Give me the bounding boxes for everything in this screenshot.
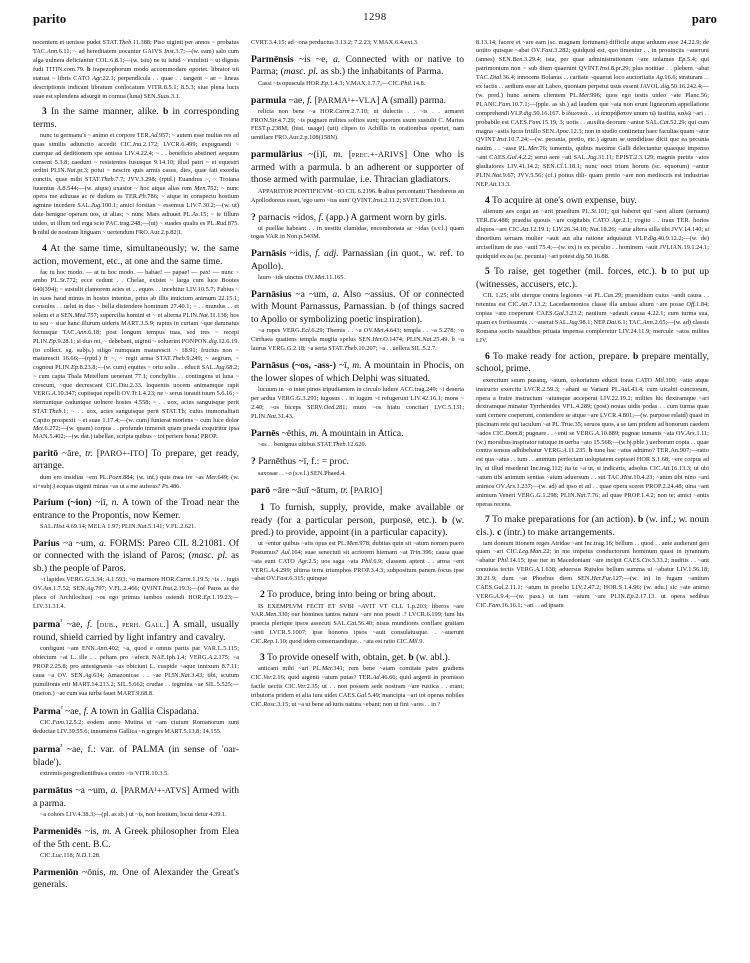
sense-heading-4: 4 To acquire at one's own expense, buy. xyxy=(485,194,637,206)
citation-block: ~a rupes VERG.Ecl.6.29; Themis . . ~a OV.Met.4.643; templa . . ~a 5.278; ~o Cirrhaea quatiens templa mugita spelus SEN.Her.O.1474; PLIN.Nat.25.49. b ~a laurus VERG.G.2.18; ~a serta STAT.Theb.10.207; ~a . . uellera SIL.5.2.7. xyxy=(251,327,464,353)
sense-heading-1: 1 To furnish, supply, provide, make available or ready (for a particular person, purpose, etc.). b (w. pred.) to provide, appoint (in a particular capacity). xyxy=(251,502,464,538)
headword-line: parmātus ~a ~um, a. [PARMA¹+-ATVS] Armed with a parma. xyxy=(33,785,239,809)
headword-line: Parmēnsis ~is ~e, a. Connected with or native to Parma; (masc. pl. as sb.) the inhabitants of Parma. xyxy=(251,53,464,78)
entry-parmenion xyxy=(33,867,239,892)
headword-line: parma$^{^3}$ ~ae, f.: var. of PALMA (in sense of 'oar-blade'). xyxy=(33,743,239,768)
entry-parmularius xyxy=(251,149,464,205)
citation-block: 8.13.14; facere et ~are eam (sc. magnam fortunam) difficile atque arduum esse 24.22.9; de uotito quisque ~abat OV.Fast.3.282; quidquid est, quo timentur . . in prouinciis ~auerunt (annes) SEN.Ben.3.29.4; ista, per quae administrationem ~are uolamus Ep.5.4; qui patrimonium non ~ sub diem quaerunt QVINT.Inst.8.pr.29; plus notitiae . . plebem ~abat TAC.Dial.36.4; innocens Bolanus . . caritate ~quaerat loco auctoritatis Ag.16.6; straturam . . ex factis . . aedium esse ait Labeo, quoniam perpetui usus essent JAVOL.dig.50.16.242.4;—(w. pred.) hunc senem clientem PL.Mer.996; quos ego testis uideo ~ate Planc.56; PLANC.Fam.10.7.1;—(pple. as sb.) ad laudem que ~ata non erunt ligneorum appellatione comprehendi VLP.dig.50.16.167. b ἰδιωτικὰ . . εἰ ἁπαράβατον unum τῷ iustitia, καλῷ ~ari . . probabile est CAES.Fam.15.19, 3; uotis . . auxilia deorum ~antur SAL.Cat.52.29; qui cum magna ~astis lucra fritillo SEN.Apoc.12.3; non in studio continetur haec faculias quam ~atur QVINT.Inst.10.7.24;—(w. pecunia, pretio, etc.) agrum se uendidisse dicit que ea pecunia nauim . . ~asse PL.Mer.76; iumentis, quibus maxime Galli delectantur quaeque impenso ~ant CAES.Gal.4.2.2; serui aere ~ati SAL.Jug.31.11; EPIST.2.3.129; magnis pretiis ~atos gladiatores LIV.41.14.2; SEN.Cl.1.18.1; nunc ooci trium horum (sc. equorum) ~antur PLIN.Nat.9.67; JVV.5.56; (cf.) potius dili- quam pretio ~are non mediocris est industriae NEP.Att.13.3. xyxy=(476,39,710,189)
citation-block: nocentem et uenisse pudet STAT.Theb.11.388; Piso uiginti per annos ~ probatus TAC.Ann.6.11; ~ ad hereditatem uocantur GAIVS Inst.3.7;—(w. eam) salo cum alga uulnera deficiantur COL.6.8.1;—(w. istu) ne tu istud ~ extulisti ~ ut dignus fudi TITIN.com.79. b trapezophorum modo accommodare oportet. librator uti statuat ~ libris CATO Agr.22.1; perpendicula . . quae . . tangent ~ ae ~ lineas descriptionis indicant libratum conlocatum VITR.8.5.1; 8.5.3; siue plena lucis suae est splendens adsurgit in cornua (luna) SEN.Suas.3.1. xyxy=(33,39,239,100)
sense-group-7 xyxy=(476,514,709,611)
sense-heading-2: 2 To produce, bring into being or bring about. xyxy=(260,589,436,601)
entry-parnacis xyxy=(251,212,464,243)
column-1 xyxy=(33,38,239,953)
sense-heading-3: 3 To provide oneself with, obtain, get. b (w. abl.). xyxy=(260,651,451,663)
headword-line: ? parnacis ~idos, f. (app.) A garment worn by girls. xyxy=(251,211,447,223)
sense-group-5 xyxy=(476,266,709,345)
entry-paro xyxy=(251,485,464,710)
headword-line: parmulārius ~(i)ī, m. [prec.+-ARIVS] One who is armed with a parmula. b an adherent or supporter of those armed with parmulae, i.e. Thracian gladiators. xyxy=(251,149,465,186)
headword-line: Parium (~ion) ~iī, n. A town of the Troad near the entrance to the Propontis, now Kemer. xyxy=(33,497,239,521)
citation-block: IS EXEMPLVM FECIT ET SVBI ~AVIT VT CLL 1.p.203; liberos ~are VAR.Men.330; our homines tantos natura ~are non possit .? LVCR.6.199; tum his praecia plerique ipsos assecuti SAL.Cat.56.40; nisus mundiores conflare gratiam ~anti LVCR.5.1007; ipse honores ipsos ~auit consulatusque. . ~auerunt CIC.Rep.1.10; quod idem conseruandique. . ~ata est ratio CIC.Mil.9. xyxy=(251,602,465,645)
entry-parnes xyxy=(251,428,464,450)
entry-parmula xyxy=(251,95,464,143)
running-head xyxy=(33,12,717,30)
column-container xyxy=(33,38,717,953)
headword-line: Parmeniōn ~ōnis, m. One of Alexander the Great's generals. xyxy=(33,866,239,891)
entry-parma-3 xyxy=(33,743,239,779)
running-head-left: parito xyxy=(33,12,67,26)
citation-block: CIL 1.25; sibi uterque contra legiones ~at PL.Cas.29; praesidium cuius ~andi causa . . retentus est CIC.Att.7.13.2; Lacedaemonios classe illa amissa alium ~are posse Off.1.84; copias ~are coeperunt CAES.Gal.3.23.2; nauiium ~adauit causa 4.22.1; cum turma sua, quam ex fortissumis . . ~auerat SAL.Jug.98.1; NEP.Dat.6.1; TAC.Ann.2.65;—(w. ad) classis Romana sociis naualibus priuata impensa compleretur LIV.24.11.9; mercule ~atos milites LIV. xyxy=(476,292,710,344)
citation-block: relicta non bene ~a HOR.Carm.2.7.10; ut dulectis . . ~is . . armaret FRON.Str.4.7.29; ~is pugnare milites solitos sunt; quorum usum sustulit C. Marius FEST.p.238M; (hist. usage) (uti) clipeo to Achillis in orationibus oportet, nam uentilare FRO.Aur.2.p.108(158N). xyxy=(251,108,464,142)
citation-block: ~a cohors LIV.4.38.3;—(pl. as sb.) ut ~is, non hostium, locus detur 4.39.1. xyxy=(40,811,227,819)
citation-block: Cassi ~is opuscula HOR.Ep.1.4.3; V.MAX.1.7.7;—CIC.Phil.14.8. xyxy=(258,79,426,87)
running-head-right: paro xyxy=(691,12,717,26)
citation-block: APPARITOR PONTIFICVM ~IO CIL 6.2196. b alius percontanti Theodoreus an Apollodoreus esset, 'ego uero ~ius sum' QVINT.Inst.2.11.2; SVET.Dom.10.1. xyxy=(251,187,464,204)
citation-block: alienum aes cogat an ~arit praedium PL.St.101; qui haberet qui ~aret alium (seruum) TER.Eu.488; praedia quouis ~are cogitabis CATO Agr.2.1; cogito . . iraus TER. hortos aliquos ~are CIC.Att.12.19.1; LIV.26.34.10; Nat.18.26; ~atur altera uilla tibi JVV.14.140; si dinortium seruam mulier ~auit aut alia ratione adquisiuit VLP.dig.40.9.12.2;—(w. de) arcisellium de suo ~auit 75.4;—(w. ex) is ex peculio . . hominem ~auit JVLIAN.19.1.24.1; quidquid ex ea (sc. pecunia) ~ari potest dig.50.16.88. xyxy=(476,208,710,261)
sense-heading-7: 7 To make preparations for (an action). b (w. inf.; w. noun cls.). c (intr.) to make arrangements. xyxy=(476,514,710,538)
headword-line: Parnāsius ~a ~um, a. Also ~assius. Of or connected with Mount Parnassus, Parnassian. b (of things sacred to Apollo or symbolizing poetic inspiration). xyxy=(251,288,464,325)
entry-parmatus xyxy=(33,785,239,820)
entry-parito xyxy=(33,448,239,491)
entry-parma-1 xyxy=(33,618,239,699)
folio-number: 1298 xyxy=(363,12,387,23)
headword-line: parma$^{^1}$ ~ae, f. [dub., perh. Gall.] A small, usually round, shield carried by light infantry and cavalry. xyxy=(33,618,240,643)
headword-line: parmula ~ae, f. [PARMA¹+-VLA] A (small) parma. xyxy=(251,94,447,106)
citation-block: configunt ~am ENN.Ann.402; ~a, quod e omnis partis par VAR.L.5.115; obiectum ~ai L. ille . . peltam pro ~afecit NAE.Iph.1.4; VERG.A.2.175; ~a PROP.2.25.8; pro antesignanis ~as obiciunt L. cuspide ~aque innixum 8.7.11; caua ~a OV. SEN.Ag.634; Amazonicae . . ~ae PLIN.Nat.3.43; tibi, scutum pumilionis erit MART.14.213.2; SIL.5.662; crudae . . tegmina ~ae SIL.5.525;—(meton.) ~ae cum sua turba fauet MART.9.68.8. xyxy=(33,645,240,697)
citation-block: exercitum suum pusanq, ~atum, cohortatum educit foras CATO Mil.100; ~atio atque instructo exercitu LVCR.2.59.3; ~abant se Variani PL.Aul.43.4; cum uicabit cunctorum, opera a fratre instructum ~atumque acceperat LIV.22.19.2; milites hic dextramque ~ari dextramque minatur Tyrrhenides VFL.4.289; (post) nouas uidis podas . . cum turma quae suni cernere coeperunt, contendere se atque ~are LVCR.4.801;—(w. purpose relatd) quasi in piscinam rete qui iaculum ~at PL.True.35; seruos quos, a se iam pridem ad honorum caedem ~ados CIC.Dom.8; pugnare . . ~enti se VERG.A.10.889; pugnae inmanis ~ata OV.Ars.1.11; (w.) morsibus inspirator ratuque in uerba ~ato 15.568;—(w.bj.pble.) uerborum copia . . quae contra sensus adhibebatur VERG.A.11.235. b tune hac ~atus adnimo? TER.An.907;—ratio est qua ~atus . . tum . . animum perfectam uoluptatem cepisset HOR.S.1.68; ~ere corpus ad in, ut illud resederat Inc.trag.112; ita te ~a ut, si indicaris, adsolus CIC.Att.16.13.3; ut ubi ~atum tibi animum sentias ~atum aduersum . . sui TAC.Hist.10.4.23; ~atum tibi nino ~ani animos OV.Ars.1.237;—(w. ad) ad ipso et ad . . quae opera sceret PROP.2.24.48; uina ~ant animum Veneri VERG.G.1.298; PLIN.Nat.7.76; ad quae PROP.1.4.2; non te; amici ~antis operas recens. xyxy=(476,376,710,508)
sense-heading-4: 4 At the same time, simultaneously; w. the same action, movement, etc., at one and the same time. xyxy=(33,243,239,267)
sense-group-4 xyxy=(476,195,709,261)
entry-parmenides xyxy=(33,826,239,861)
entry-parnasius xyxy=(251,289,464,354)
headword-line: parō ~āre ~āuī ~ātum, tr. [PARIO] xyxy=(251,484,383,496)
headword-line: Parmenidēs ~is, m. A Greek philosopher from Elea of the 5th cent. B.C. xyxy=(33,826,239,850)
citation-block: CIC.Fam.12.5.2; eodem anno Mutina et ~am ciuium Romanorum sunt deductae LIV.39.55.6; innumeros Gallica ~n greges MART.5.13.8; 14.155. xyxy=(33,719,239,736)
headword-line: Parnēs ~ēthis, m. A mountain in Attica. xyxy=(251,427,404,439)
entry-parnethus xyxy=(251,456,464,478)
entry-parnasis xyxy=(251,248,464,283)
citation-block: lucuum in ~o inter pinos tripudiantem in circulo ludere ACC.trag.249; ~i deserta per ardua VERG.G.3.291; iugosus . . in iugum ~i refugerunt LIV.42.16.1; mons ~ 2.40; ~os biceps SERV.Oed.281; muto ~os hiatu concitari LVC.5.131; PLIN.Nat.31.43. xyxy=(251,386,465,420)
headword-line: paritō ~āre, tr. [PARO+-ITO] To prepare, get ready, arrange. xyxy=(33,447,239,472)
entry-parium xyxy=(33,497,239,532)
citation-block: anticani mihi ~ari PL.Mer.341; rem bene ~atam comitate patre gradiens CIC.Ver.2.16; quid argenti ~atum putas? TER.Ad.46.66; quid argenti in promisso facile uectis CIC.Ver.2.35; ut . . non possem sede nostram ~are rustica . . erant; tributoris pridem et alia iura uidet CAES.Gal.5.49; mancipia ~ari tot operas nobiles CIC.Rosc.3.15; ut ~a ut bene ad iuris natura ~ebant; non ut fini ~ares . . in ? xyxy=(251,665,465,708)
citation-block: nunc tu germanu's ~ animo et corpore TER.Ad.957; ~ autem esse multas res ad quas similis adiunctio accedit CIC.Inu.2.172; LVCR.6.499; expugnandi ~ cuerque ad deditionem spe amissa LIV.4.22.4; ~ . . beneficio abstineri aequum censent 5.3.8; caedunt ~ resistentes fususque 9.14.10; illud patri ~ et equestri ordini PLIN.Nat.pr.3; potui ~ nescire quis armis casus, dies, quae fati exordia cunctis, quae mihi STAT.Theb.7.7; JVV.3.298; (rptd.) Euandrus ~, ~ Troiana iuuentus A.8.544;—(w. atque) uxastor ~ hoc atque alias rem Men.752; ~ nunc opera me adiuuas ac re dudum es TER.Ph.786; ~ atque in conspectu hostium agmine incedere SAL.Jug.100.1; amici forsitan ~ essemus LIV.7.30.2;—(w. ut) date benigne operam uos, ut alias; ~ nunc Mars adiuuet PL.As.15; ~ te fillum uideo, ut illum ted erga scio PAC.trag.248;—(ut) ~ suades qualis es PL.Rud.875. b nihil de nostram linguam ~ uertendum FRO.Aur.2.p.82|1. xyxy=(33,132,240,237)
sense-heading-6: 6 To make ready for action, prepare. b prepare mentally, school, prime. xyxy=(476,350,709,375)
column-3 xyxy=(476,38,709,953)
citation-block: saxosae . . ~o (s.v.l.) SEN.Phaed.4. xyxy=(258,469,346,477)
headword-line: ? Parnēthus ~ī, f.: = proc. xyxy=(251,456,349,468)
continued-entry-parito xyxy=(33,39,239,442)
citation-block: fac tu hoc modo. — at tu hoc modo. — babae! — papae! — pax! — nunc ~ ambo PL.St.772; ecce cedunt . . Chelae, existet ~ larga cum luce Bootes 640(394); ~ sustulit clamorem acies et . . equos . . incehitur LIV.10.5.7; Fabius ~ in suos haud minus in hostes intentus, prius ab illis inuictum animum 22.15.1; consules . . uelut in duo ~ bella distendere hominum 27.40.1; ~ . . mundus . . et solem et a SEN.Med.757; supercilia homini et ~ et alterna PLIN.Nat.11.138; hos tu seu ~ siue hanc illurum uideris MART.3.5.9; raptus in curiam ~que damnatus fectusque TAC.Ann.6.18; post longum tempus tuas, sed tres ~ recepi PLIN.Ep.9.28.1; si duo rei, ~ debebant, uiginti ~ soluerint PONPON.dig.12.6.19. (to collect. sg. subjs.) siligo numquam maturescit ~ 18.91; fructus non ~ maturescit 16.66;—(rptd.) fr ~, ~ regit arma STAT.Theb.9.249; ~ aegrum, ~ cognoui PLIN.Ep.8.23.8;—(w. cum) equites ~ ortu solis . . educit SAL.Jug.68.2; ~ cum capta Thala Metellum uenerant 77.1; conchyliis . . contingens ut luna ~ crescunt, ~que decrescant CIC.Diu.2.33. loquentis uocem animamque rapit VERG.A.10.347; cupiisque repelli OV.Tr.1.4.23; ne ~ serus iurauit tuum 5.6.16; ~ sternuntque caduntque uolnere hostes 4.558; ~ . . uox, acies sanguisque perit STAT.Theb.1; ~ . . uox, acies sanguisque perit STAT.Th; cuius immortalitati Capito prospexit ~ et suae 1.17.4;—(w. cum) funierat moriens ~ cum luce dolor Met.6.272;—(w. quam) corpus . . profundo inmersit quam praeda exquiritur ipsa MAN.5.402;—(w. dat.) tabellae, scripta quibus ~ tot periere bona! PROP. xyxy=(33,269,240,441)
citation-block: CIC.Luc.118; N.D.1.28. xyxy=(40,852,101,859)
citation-block: lauro ~ide uinctus OV.Met.11.165. xyxy=(258,274,345,282)
citation-block: dum ero insidias ~em PL.Poen.884; (w. inf.) quis mea ire ~as Mer.649; (w. si+subj.) ecquas uiginti minas ~as ut a me auferas? Ps.486. xyxy=(33,473,239,490)
citation-block: ut ~entur quibus ~atis opus est PL.Men.978; dubitas quin sit ~atum nomen puero Postumus? Aul.164; suae senectuti sit acriorem hiemarn ~at Trin.396; causa quae ~ata sunt CATO Agr.2.5; uos saga ~ata Phil.6.9; classem aptent . . arma ~ent VERG.A.4.299; ultima terra triumphos PROP.3.4.3; subpositum panem focus ipse ~abat OV.Fast.6.315; quinque xyxy=(251,540,465,583)
citation-block: ~es . . benignus uitibus STAT.Theb.12.620. xyxy=(258,441,367,449)
entry-parnasus xyxy=(251,360,464,422)
sense-heading-3: 3 In the same manner, alike. b in corresponding terms. xyxy=(33,106,239,130)
entry-parius xyxy=(33,538,239,612)
entry-parmensis xyxy=(251,54,464,89)
entry-parma-2 xyxy=(33,705,239,738)
headword-line: Parius ~a ~um, a. FORMS: Pareo CIL 8.21081. Of or connected with the island of Paros; (masc. pl. as sb.) the people of Paros. xyxy=(33,537,240,574)
sense-heading-5: 5 To raise, get together (mil. forces, etc.). b to put up (witnesses, accusers, etc.). xyxy=(476,266,710,290)
headword-line: Parnāsus (~os, -ass-) ~ī, m. A mountain in Phocis, on the lower slopes of which Delphi was situated. xyxy=(251,360,464,384)
citation-block: iam domum itionem reges Atridae ~ant Inc.trag.16; bellum . . quod . . ante audierant geri quam ~ari CIC.Leg.Man.22; in me impetus conductorum hominum quasi in tyrannum ~abatur Phil.14.15; ipse iter in Macedoniam ~are incipit CAES.Civ.3.33.2; nuditis . . ~ant conuiuia tectis VERG.A.1.638; aduersus Rutulos bellum summa ui ~abatur LIV.1.56.18; 30.21.9; dum ~at Phoebus diem SEN.Her.Fur.127;—(w. in) in fugam ~antium CAES.Gal.2.11.1; ~atum in proelio LIV.2.47.2; HOR.S.1.4.96; (w. adu.) sic ~ate animo VERG.A.9.4;—(w. pass.) ut iam ~atum ~are PLIN.Ep.2.17.13. ut opera sedibus CIC.Fam.16.16.1; ~ari . . ad ipsam xyxy=(476,540,710,609)
citation-block: ut puellae habeant . . in uestitu clamidas, encombonata ac ~idas (s.v.l.) quam togas VAR.in Non.p.543M. xyxy=(251,224,464,241)
sense-group-6 xyxy=(476,351,709,509)
citation-block: CVRT.3.4.15; ad ~ona perductus 3.13.2; 7.2.23; V.MAX.6.4.ext.3. xyxy=(251,39,419,46)
column-2 xyxy=(251,38,464,953)
citation-block: SAL.Hist.4.69.14; MELA 1.97; PLIN.Nat.5.141; V.FL.2.621. xyxy=(40,522,196,530)
headword-line: Parma$^{^2}$ ~ae, f. A town in Gallia Cispadana. xyxy=(33,704,199,717)
citation-block: extremis progredientibus a centro ~is VITR.10.3.5. xyxy=(40,770,169,778)
citation-block: ~i lapides VERG.G.3.34; A.1.593; ~o marmore HOR.Carm.1.19.5; ~is . . iugis OV.Am.1.7.52; SEN.Ag.797; V.FL.2.466; QVINT.Inst.2.19.3;—(of Paros as the place of Archilochus) ~os ego primus iambos ostendi HOR.Ep.1.19.23;—LIV.31.31.4. xyxy=(33,576,240,611)
headword-line: Parnāsis ~idis, f. adj. Parnassian (in quot., w. ref. to Apollo). xyxy=(251,248,464,272)
